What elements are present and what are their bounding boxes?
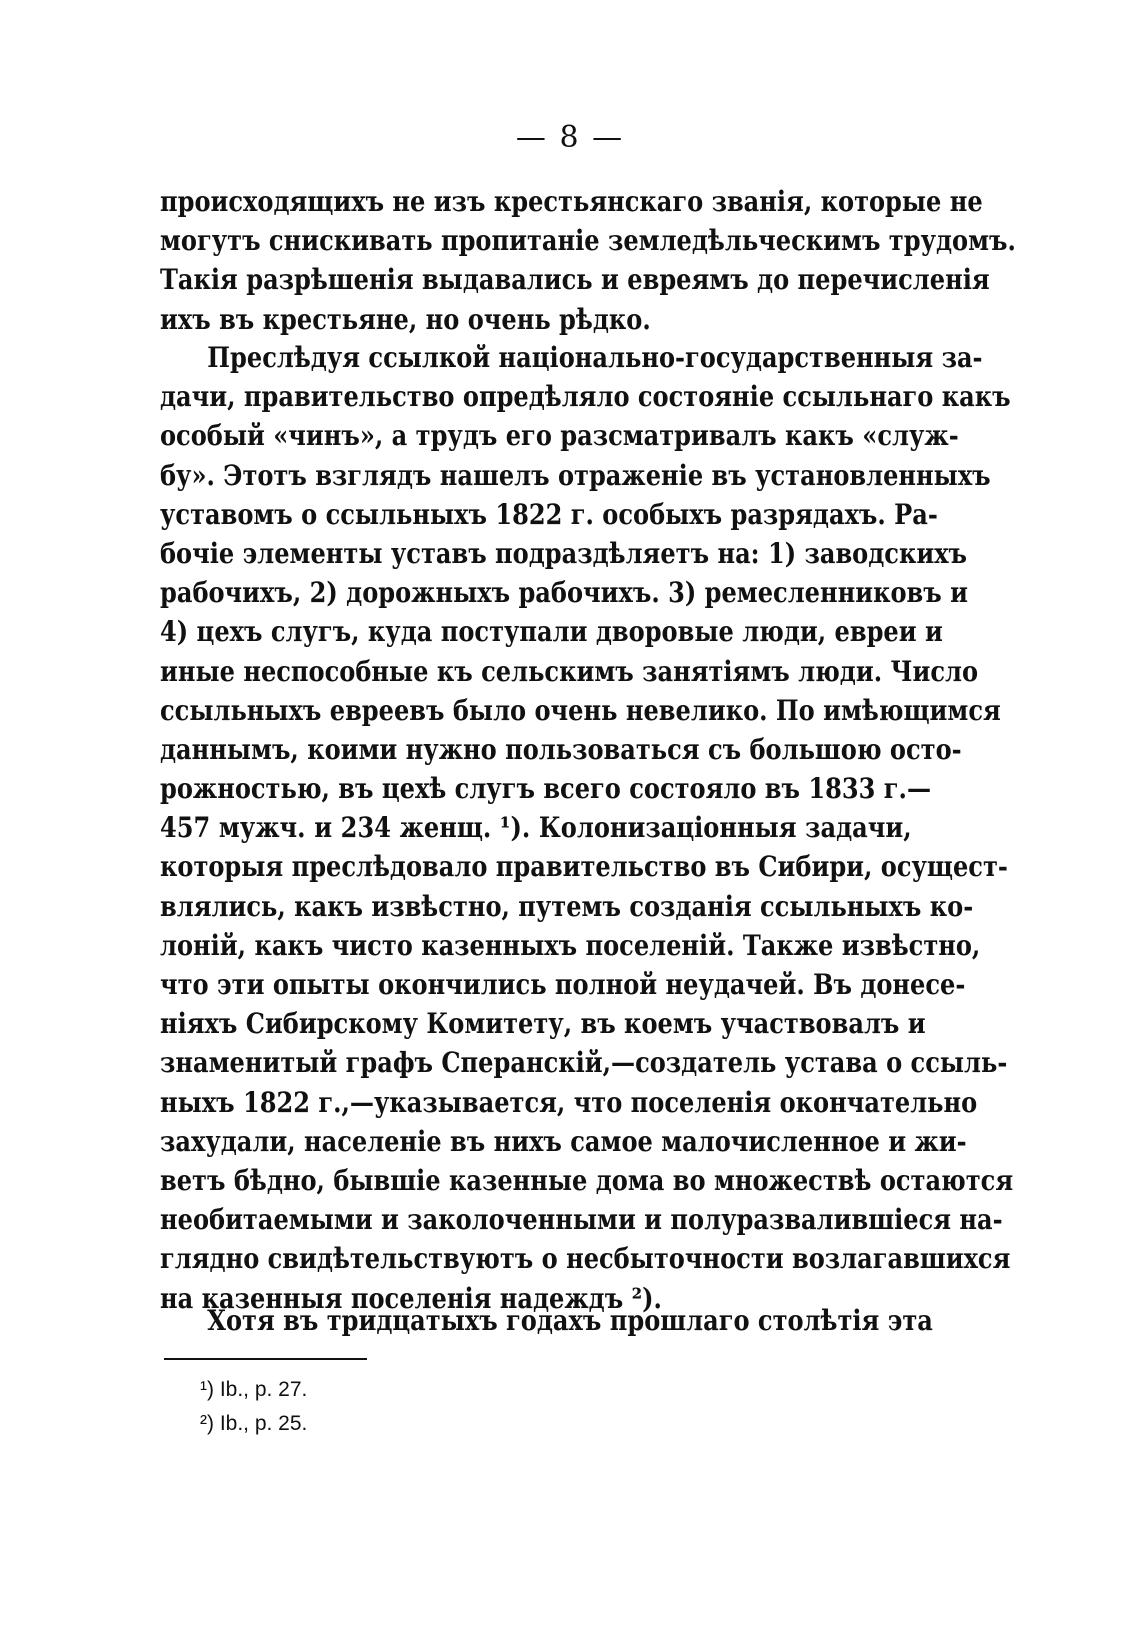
paragraph-1 (160, 182, 1016, 339)
text-line: которыя преслѣдовало правительство въ Сибири, осущест- (160, 850, 1008, 884)
text-line: Преслѣдуя ссылкой національно-государственныя за- (207, 341, 983, 374)
text-line: ветъ бѣдно, бывшіе казенные дома во множествѣ остаются (160, 1163, 1014, 1197)
footnotes (200, 1373, 307, 1441)
text-line: ныхъ 1822 г.,—указывается, что поселенія окончательно (160, 1085, 978, 1119)
text-line: необитаемыми и заколоченными и полуразвалившіеся на- (160, 1203, 1003, 1237)
text-line: влялись, какъ извѣстно, путемъ созданія ссыльныхъ ко- (160, 889, 974, 923)
paragraph-3 (160, 1301, 933, 1340)
text-line: Хотя въ тридцатыхъ годахъ прошлаго столѣтія эта (207, 1304, 933, 1337)
text-line: ихъ въ крестьяне, но очень рѣдко. (160, 302, 651, 336)
text-line: могутъ снискивать пропитаніе земледѣльческимъ трудомъ. (160, 224, 1016, 258)
text-line: рожностью, въ цехѣ слугъ всего состояло въ 1833 г.— (160, 772, 932, 806)
text-line: бу». Этотъ взглядъ нашелъ отраженіе въ установленныхъ (160, 458, 991, 492)
text-line: иные неспособные къ сельскимъ занятіямъ люди. Число (160, 654, 979, 688)
paragraph-2 (160, 338, 1014, 1318)
text-line: что эти опыты окончились полной неудачей. Въ донесе- (160, 968, 966, 1001)
text-line: знаменитый графъ Сперанскій,—создатель устава о ссыль- (160, 1046, 1008, 1080)
text-line: 4) цехъ слугъ, куда поступали дворовые люди, евреи и (160, 615, 943, 649)
text-line: даннымъ, коими нужно пользоваться съ большою осто- (160, 732, 962, 766)
text-line: происходящихъ не изъ крестьянскаго званія, которые не (160, 185, 983, 218)
page-number: — 8 — (515, 120, 625, 155)
text-line: захудали, населеніе въ нихъ самое малочисленное и жи- (160, 1124, 967, 1158)
footnote-2: ²) Ib., p. 25. (200, 1412, 308, 1435)
text-line: ссыльныхъ евреевъ было очень невелико. По имѣющимся (160, 693, 1001, 727)
text-line: 457 мужч. и 234 женщ. ¹). Колонизаціонныя задачи, (160, 811, 912, 845)
text-line: ніяхъ Сибирскому Комитету, въ коемъ участвовалъ и (160, 1007, 926, 1041)
text-line: бочіе элементы уставъ подраздѣляетъ на: 1) заводскихъ (160, 536, 968, 570)
text-line: дачи, правительство опредѣляло состояніе ссыльнаго какъ (160, 380, 1011, 414)
text-line: особый «чинъ», а трудъ его разсматривалъ какъ «служ- (160, 419, 959, 453)
text-line: лоній, какъ чисто казенныхъ поселеній. Также извѣстно, (160, 928, 981, 962)
text-line: Такія разрѣшенія выдавались и евреямъ до перечисленія (160, 263, 990, 297)
text-line: рабочихъ, 2) дорожныхъ рабочихъ. 3) ремесленниковъ и (160, 576, 969, 610)
text-line: на казенныя поселенія надеждъ ²). (160, 1281, 662, 1315)
text-line: глядно свидѣтельствуютъ о несбыточности возлагавшихся (160, 1242, 1011, 1276)
footnote-divider (164, 1358, 367, 1360)
footnote-1: ¹) Ib., p. 27. (200, 1378, 308, 1401)
text-line: уставомъ о ссыльныхъ 1822 г. особыхъ разрядахъ. Ра- (160, 497, 938, 531)
